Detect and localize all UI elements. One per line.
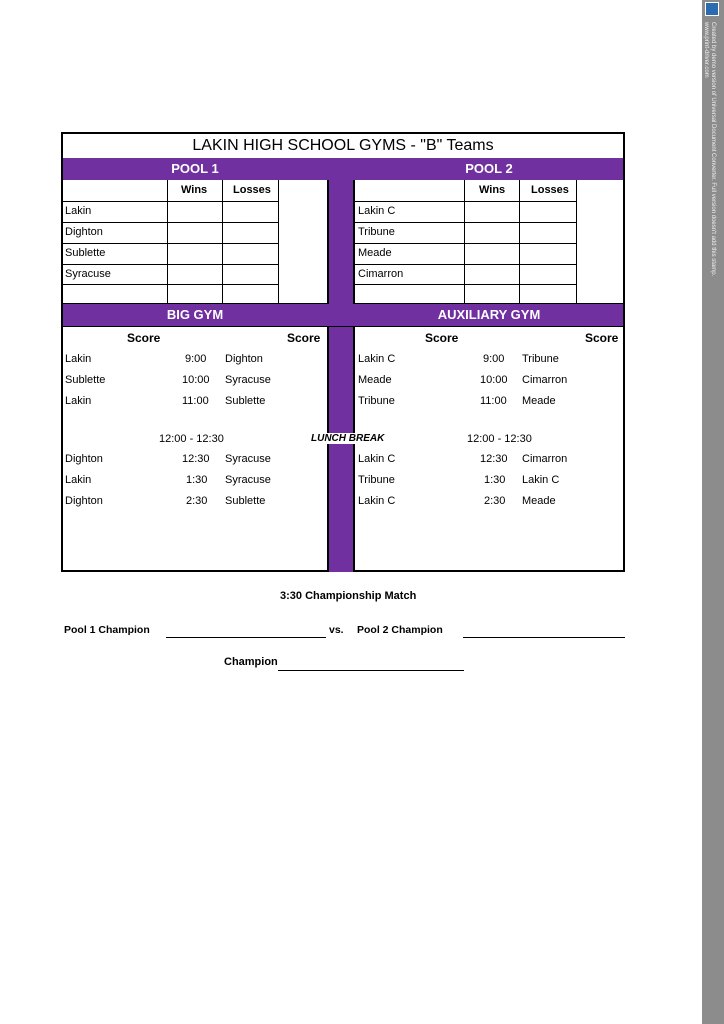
pool2-team: Meade bbox=[358, 247, 392, 259]
big-gym-lunch-time: 12:00 - 12:30 bbox=[159, 433, 224, 445]
pool2-team: Lakin C bbox=[358, 205, 396, 217]
pool2-team: Cimarron bbox=[358, 268, 404, 280]
vs-label: vs. bbox=[329, 624, 344, 636]
game-home: Tribune bbox=[358, 474, 395, 486]
schedule-sheet bbox=[61, 132, 625, 572]
game-time: 12:30 bbox=[182, 453, 210, 465]
game-home: Dighton bbox=[65, 453, 103, 465]
game-time: 2:30 bbox=[186, 495, 208, 507]
champion-label: Champion bbox=[224, 656, 278, 668]
pool2-losses-header: Losses bbox=[531, 184, 569, 196]
game-away: Syracuse bbox=[225, 474, 271, 486]
game-home: Lakin C bbox=[358, 495, 396, 507]
pool2-wins-header: Wins bbox=[479, 184, 506, 196]
game-time: 9:00 bbox=[185, 353, 207, 365]
game-time: 2:30 bbox=[484, 495, 506, 507]
grid-line bbox=[519, 180, 520, 304]
pool2-champion-label: Pool 2 Champion bbox=[357, 624, 443, 636]
aux-gym-score-left: Score bbox=[425, 331, 459, 345]
grid-line bbox=[63, 201, 278, 202]
game-home: Sublette bbox=[65, 374, 106, 386]
sheet-title: LAKIN HIGH SCHOOL GYMS - "B" Teams bbox=[192, 137, 494, 154]
game-home: Lakin C bbox=[358, 453, 396, 465]
game-home: Lakin bbox=[65, 395, 92, 407]
grid-line bbox=[222, 180, 223, 304]
grid-line bbox=[355, 201, 577, 202]
grid-line bbox=[63, 264, 278, 265]
grid-line bbox=[576, 180, 577, 304]
pool2-label: POOL 2 bbox=[465, 161, 513, 176]
pool1-team: Dighton bbox=[65, 226, 103, 238]
stamp-line-2: www.print-driver.com bbox=[703, 22, 709, 78]
grid-line bbox=[355, 243, 577, 244]
game-away: Lakin C bbox=[522, 474, 560, 486]
game-home: Lakin bbox=[65, 474, 92, 486]
grid-line bbox=[63, 243, 278, 244]
pool1-losses-header: Losses bbox=[233, 184, 271, 196]
converter-stamp bbox=[702, 22, 716, 276]
big-gym-score-right: Score bbox=[287, 331, 321, 345]
big-gym-label: BIG GYM bbox=[166, 307, 224, 322]
lunch-break-label: LUNCH BREAK bbox=[311, 433, 385, 444]
game-away: Sublette bbox=[225, 395, 266, 407]
converter-logo-icon bbox=[705, 2, 719, 16]
pool1-champion-line bbox=[166, 637, 326, 638]
grid-line bbox=[63, 284, 278, 285]
game-home: Meade bbox=[358, 374, 392, 386]
pool1-team: Syracuse bbox=[65, 268, 111, 280]
game-home: Lakin bbox=[65, 353, 92, 365]
aux-gym-score-right: Score bbox=[585, 331, 619, 345]
pool2-champion-line bbox=[463, 637, 625, 638]
game-home: Dighton bbox=[65, 495, 103, 507]
game-away: Meade bbox=[522, 495, 556, 507]
game-away: Syracuse bbox=[225, 374, 271, 386]
pool1-wins-header: Wins bbox=[181, 184, 208, 196]
grid-line bbox=[355, 264, 577, 265]
game-away: Sublette bbox=[225, 495, 266, 507]
game-away: Syracuse bbox=[225, 453, 271, 465]
game-home: Tribune bbox=[358, 395, 395, 407]
grid-line bbox=[355, 284, 577, 285]
aux-gym-lunch-time: 12:00 - 12:30 bbox=[467, 433, 532, 445]
pool1-team: Sublette bbox=[65, 247, 106, 259]
game-time: 10:00 bbox=[182, 374, 210, 386]
stamp-line-1: Created by demo version of Universal Document Converter. Full version doesn't add this stamp. bbox=[710, 22, 716, 277]
pool1-champion-label: Pool 1 Champion bbox=[64, 624, 150, 636]
champion-line bbox=[278, 670, 464, 671]
game-time: 1:30 bbox=[484, 474, 506, 486]
grid-line bbox=[167, 180, 168, 304]
big-gym-score-left: Score bbox=[127, 331, 161, 345]
grid-line bbox=[63, 326, 623, 327]
game-time: 11:00 bbox=[480, 395, 507, 407]
game-away: Cimarron bbox=[522, 453, 568, 465]
game-away: Meade bbox=[522, 395, 556, 407]
championship-heading: 3:30 Championship Match bbox=[280, 590, 417, 602]
pool2-team: Tribune bbox=[358, 226, 395, 238]
pool1-label: POOL 1 bbox=[171, 161, 219, 176]
center-divider bbox=[327, 180, 355, 572]
game-time: 11:00 bbox=[182, 395, 209, 407]
game-away: Tribune bbox=[522, 353, 559, 365]
game-time: 9:00 bbox=[483, 353, 505, 365]
pool1-team: Lakin bbox=[65, 205, 92, 217]
grid-line bbox=[355, 222, 577, 223]
game-time: 10:00 bbox=[480, 374, 508, 386]
grid-line bbox=[464, 180, 465, 304]
game-time: 1:30 bbox=[186, 474, 208, 486]
aux-gym-label: AUXILIARY GYM bbox=[437, 307, 541, 322]
grid-line bbox=[278, 180, 279, 304]
game-away: Cimarron bbox=[522, 374, 568, 386]
game-time: 12:30 bbox=[480, 453, 508, 465]
grid-line bbox=[63, 222, 278, 223]
game-away: Dighton bbox=[225, 353, 263, 365]
game-home: Lakin C bbox=[358, 353, 396, 365]
